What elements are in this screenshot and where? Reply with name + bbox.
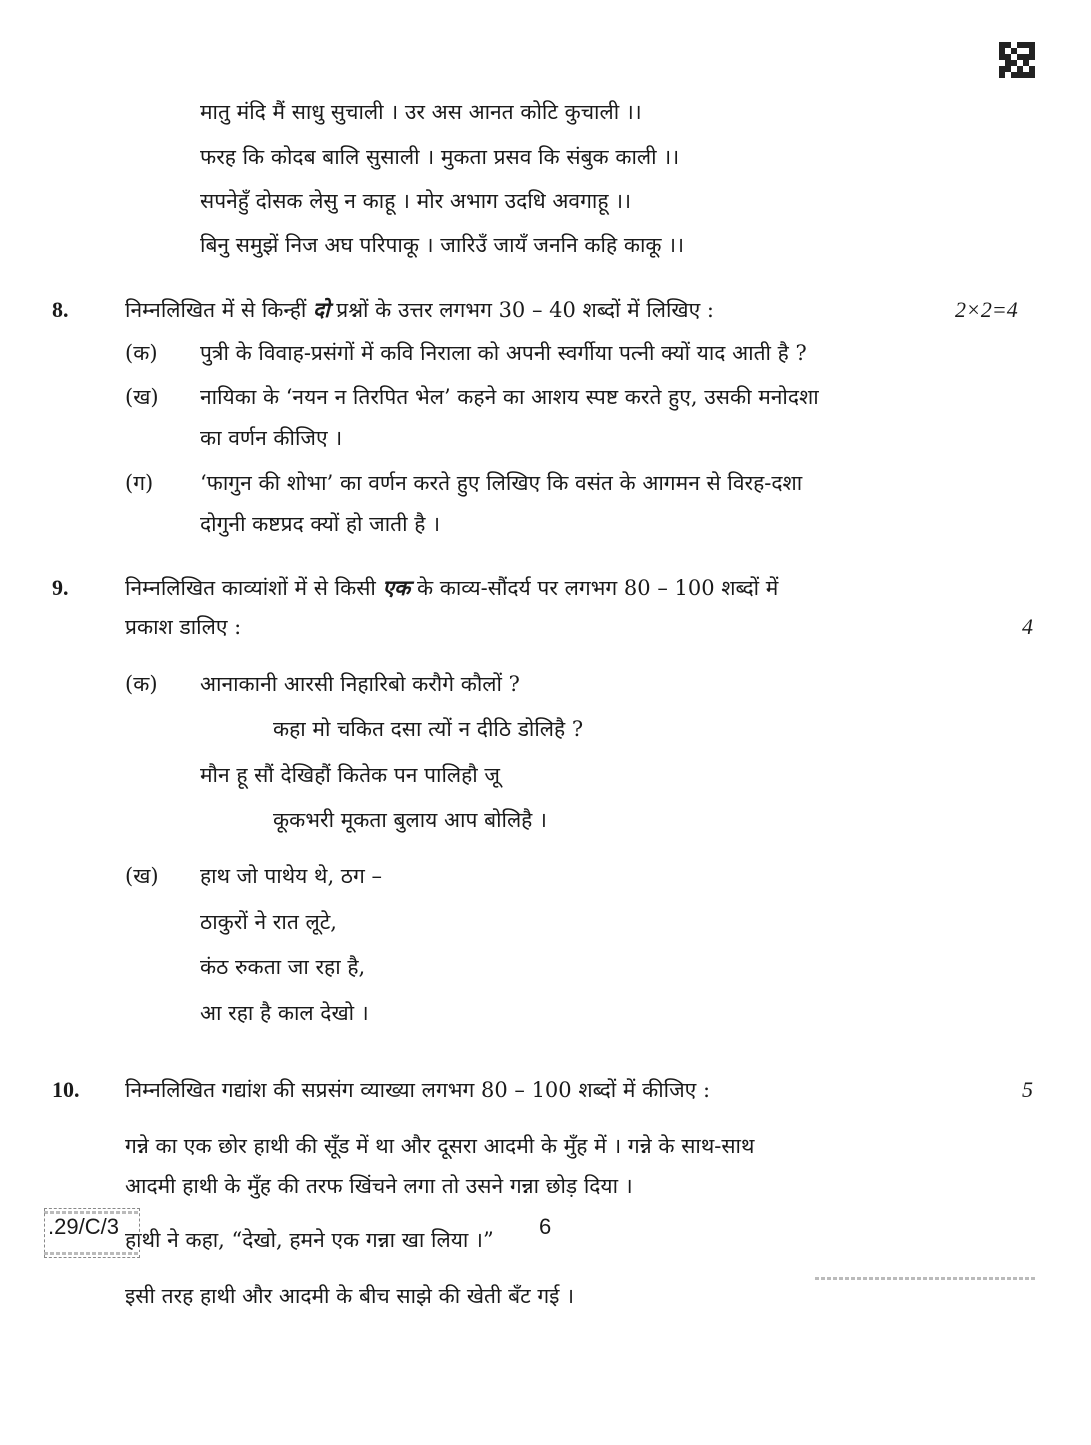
question-9-number: 9.	[52, 575, 69, 600]
question-8-part-b-line-1: नायिका के ‘नयन न तिरपित भेल’ कहने का आशय स्पष्ट करते हुए, उसकी मनोदशा	[200, 385, 819, 409]
paper-code: .29/C/3	[48, 1214, 119, 1239]
question-9-part-b-label: (ख)	[125, 864, 159, 888]
question-9-text-line-1	[125, 574, 778, 602]
question-9-part-a-line-4: कूकभरी मूकता बुलाय आप बोलिहै ।	[273, 808, 547, 832]
question-8-part-a-label: (क)	[125, 341, 158, 365]
question-9-part-b-line-2: ठाकुरों ने रात लूटे,	[200, 910, 337, 934]
microprint-footer-right	[815, 1277, 1035, 1280]
poem-line-2: फरह कि कोदब बालि सुसाली । मुकता प्रसव कि संबुक काली ।।	[200, 145, 680, 169]
question-10-text: निम्नलिखित गद्यांश की सप्रसंग व्याख्या लगभग 80 – 100 शब्दों में कीजिए :	[125, 1078, 711, 1102]
question-9-part-a-line-3: मौन हू सौं देखिहौं कितेक पन पालिहौ जू	[200, 763, 500, 787]
question-9-part-a-line-1: आनाकानी आरसी निहारिबो करौगे कौलों ?	[200, 672, 520, 696]
question-8-part-b-label: (ख)	[125, 385, 159, 409]
question-8-part-c-line-1: ‘फागुन की शोभा’ का वर्णन करते हुए लिखिए कि वसंत के आगमन से विरह-दशा	[200, 471, 803, 495]
question-9-part-b-line-4: आ रहा है काल देखो ।	[200, 1001, 369, 1025]
poem-line-3: सपनेहुँ दोसक लेसु न काहू । मोर अभाग उदधि अवगाहू ।।	[200, 189, 632, 213]
question-9-part-b-line-3: कंठ रुकता जा रहा है,	[200, 955, 366, 979]
question-8-number: 8.	[52, 297, 69, 322]
question-8-part-a-line-1: पुत्री के विवाह-प्रसंगों में कवि निराला को अपनी स्वर्गीया पत्नी क्यों याद आती है ?	[200, 341, 807, 365]
question-9-marks: 4	[1022, 614, 1033, 639]
question-9-text-end: के काव्य-सौंदर्य पर लगभग 80 – 100 शब्दों में	[410, 576, 779, 600]
question-8-part-b-line-2: का वर्णन कीजिए ।	[200, 426, 343, 450]
poem-line-4: बिनु समुझें निज अघ परिपाकू । जारिउँ जायँ जननि कहि काकू ।।	[200, 233, 685, 257]
question-9-part-a-line-2: कहा मो चकित दसा त्यों न दीठि डोलिहै ?	[273, 717, 584, 741]
question-8-marks: 2×2=4	[955, 297, 1018, 322]
question-10-marks: 5	[1022, 1077, 1033, 1102]
page-number: 6	[539, 1214, 552, 1239]
question-9-part-b-line-1: हाथ जो पाथेय थे, ठग –	[200, 864, 382, 888]
question-8-text-end: प्रश्नों के उत्तर लगभग 30 – 40 शब्दों में लिखिए :	[329, 298, 714, 322]
passage-line-4: इसी तरह हाथी और आदमी के बीच साझे की खेती बँट गई ।	[125, 1284, 575, 1308]
microprint-bottom	[44, 1252, 140, 1255]
question-8-part-c-label: (ग)	[125, 471, 154, 495]
passage-line-2: आदमी हाथी के मुँह की तरफ खिंचने लगा तो उसने गन्ना छोड़ दिया ।	[125, 1174, 633, 1198]
question-8-part-c-line-2: दोगुनी कष्टप्रद क्यों हो जाती है ।	[200, 512, 441, 536]
passage-line-1: गन्ने का एक छोर हाथी की सूँड में था और दूसरा आदमी के मुँह में । गन्ने के साथ-साथ	[125, 1134, 755, 1158]
question-8-text-start: निम्नलिखित में से किन्हीं	[125, 298, 313, 322]
question-8-emphasis: दो	[312, 297, 330, 322]
question-9-emphasis: एक	[382, 575, 411, 600]
question-10-number: 10.	[52, 1077, 80, 1102]
question-8-text	[125, 296, 714, 324]
qr-code-icon	[999, 42, 1035, 78]
poem-line-1: मातु मंदि मैं साधु सुचाली । उर अस आनत कोटि कुचाली ।।	[200, 100, 642, 124]
question-9-part-a-label: (क)	[125, 672, 158, 696]
question-9-text-start: निम्नलिखित काव्यांशों में से किसी	[125, 576, 383, 600]
question-9-text-line-2: प्रकाश डालिए :	[125, 615, 242, 639]
passage-line-3: हाथी ने कहा, “देखो, हमने एक गन्ना खा लिया ।”	[125, 1228, 494, 1252]
